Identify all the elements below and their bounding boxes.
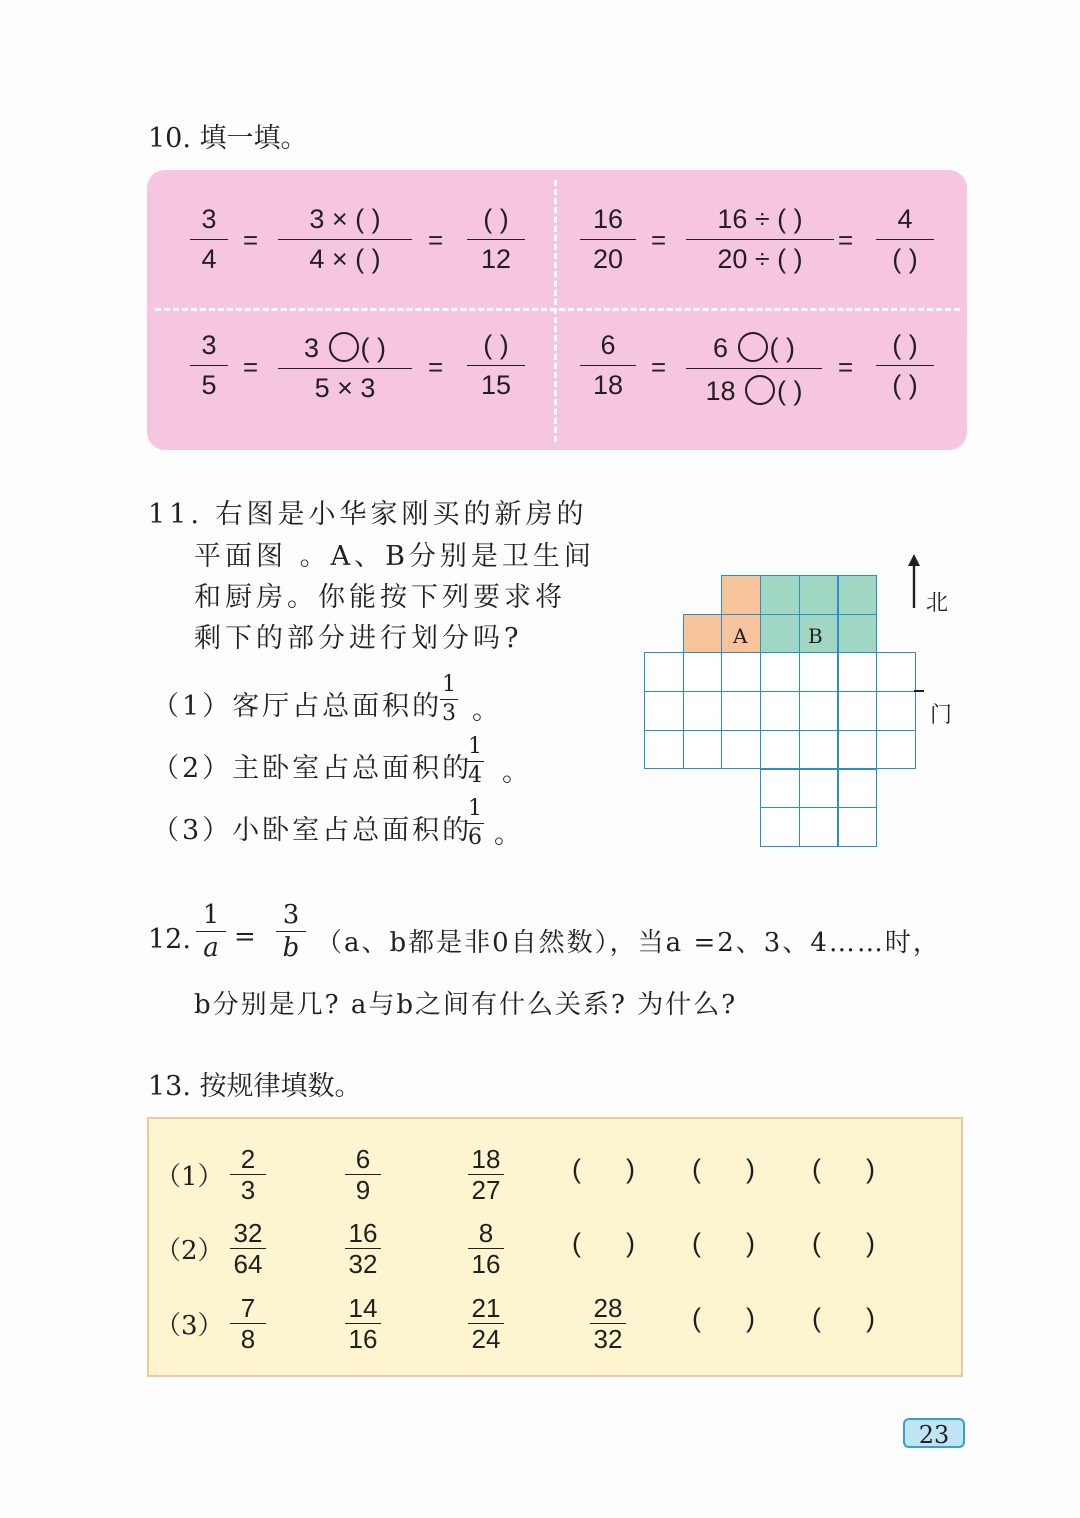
room-b-label: B bbox=[808, 624, 823, 648]
q11-item-2: （2）主卧室占总面积的 bbox=[152, 753, 473, 784]
fraction-answer-blank[interactable]: ( ) ( ) bbox=[876, 332, 934, 399]
q11-item-3: （3）小卧室占总面积的 bbox=[152, 815, 473, 846]
north-arrow-icon bbox=[906, 554, 922, 610]
plan-cell bbox=[760, 807, 800, 847]
equals-sign: = bbox=[428, 225, 444, 255]
fraction-answer-blank[interactable]: ( ) 12 bbox=[467, 206, 525, 273]
plan-cell bbox=[799, 807, 839, 847]
plan-cell bbox=[838, 691, 878, 731]
plan-cell bbox=[799, 769, 839, 809]
plan-cell bbox=[760, 769, 800, 809]
fraction: 16 20 bbox=[580, 206, 636, 273]
q13-answer-blank[interactable]: ( ) bbox=[812, 1228, 875, 1258]
plan-cell bbox=[683, 730, 723, 770]
plan-cell bbox=[799, 652, 839, 692]
plan-cell-bathroom bbox=[683, 614, 723, 654]
q13-answer-blank[interactable]: ( ) bbox=[572, 1154, 635, 1184]
plan-cell bbox=[721, 691, 761, 731]
plan-cell bbox=[683, 691, 723, 731]
plan-cell bbox=[799, 691, 839, 731]
q13-row-label: （3） bbox=[155, 1311, 224, 1341]
plan-cell-kitchen bbox=[799, 575, 839, 615]
operator-circle-blank[interactable] bbox=[329, 332, 359, 362]
plan-cell bbox=[721, 730, 761, 770]
plan-cell-kitchen bbox=[838, 614, 878, 654]
period: 。 bbox=[494, 819, 525, 850]
q12-text-line-1: （a、b都是非0自然数），当a =2、3、4……时， bbox=[316, 928, 941, 958]
fraction: 3 5 bbox=[190, 332, 228, 399]
q13-fraction: 7 8 bbox=[230, 1295, 266, 1352]
equals-sign: = bbox=[651, 225, 667, 255]
q11-item-1: （1）客厅占总面积的 bbox=[152, 691, 443, 722]
plan-cell bbox=[838, 652, 878, 692]
fraction: 1 6 bbox=[468, 796, 482, 850]
equals-sign: = bbox=[243, 225, 259, 255]
equals-sign: = bbox=[428, 352, 444, 382]
q12-text-line-2: b分别是几? a与b之间有什么关系? 为什么? bbox=[194, 990, 738, 1020]
fraction-answer-blank[interactable]: ( ) 15 bbox=[467, 332, 525, 399]
q13-fraction: 6 9 bbox=[345, 1146, 381, 1203]
fraction-3-over-b: 3 b bbox=[276, 902, 306, 961]
equals-sign: = bbox=[838, 352, 854, 382]
operator-circle-blank[interactable] bbox=[738, 332, 768, 362]
plan-cell bbox=[876, 691, 916, 731]
q13-fraction: 21 24 bbox=[468, 1295, 504, 1352]
equals-sign: = bbox=[234, 922, 256, 952]
q10-divider-vertical bbox=[554, 180, 557, 442]
plan-cell bbox=[644, 730, 684, 770]
fraction: 6 18 bbox=[580, 332, 636, 399]
q13-answer-blank[interactable]: ( ) bbox=[692, 1303, 755, 1333]
page-number-badge: 23 bbox=[903, 1418, 965, 1448]
equals-sign: = bbox=[838, 225, 854, 255]
plan-cell-bathroom bbox=[721, 575, 761, 615]
q13-title: 13. 按规律填数。 bbox=[148, 1071, 362, 1102]
door-marker bbox=[914, 690, 924, 692]
equals-sign: = bbox=[651, 352, 667, 382]
q13-fraction: 28 32 bbox=[590, 1295, 626, 1352]
plan-cell bbox=[838, 730, 878, 770]
plan-cell bbox=[760, 730, 800, 770]
fraction: 1 4 bbox=[468, 734, 482, 788]
equals-sign: = bbox=[243, 352, 259, 382]
q12-number: 12. bbox=[148, 924, 191, 955]
plan-cell bbox=[721, 652, 761, 692]
q13-fraction: 14 16 bbox=[345, 1295, 381, 1352]
q13-answer-blank[interactable]: ( ) bbox=[812, 1154, 875, 1184]
q13-answer-blank[interactable]: ( ) bbox=[572, 1228, 635, 1258]
plan-cell bbox=[876, 652, 916, 692]
q11-line-4: 剩下的部分进行划分吗? bbox=[194, 623, 523, 654]
q13-fraction: 32 64 bbox=[230, 1220, 266, 1277]
q13-fraction: 8 16 bbox=[468, 1220, 504, 1277]
q13-fraction: 18 27 bbox=[468, 1146, 504, 1203]
q13-row-label: （1） bbox=[155, 1162, 224, 1192]
fraction: 3 ( ) 5 × 3 bbox=[278, 332, 412, 402]
q13-answer-blank[interactable]: ( ) bbox=[812, 1303, 875, 1333]
fraction: 1 3 bbox=[442, 672, 456, 726]
fraction: 3 4 bbox=[190, 206, 228, 273]
plan-cell bbox=[838, 769, 878, 809]
q13-answer-blank[interactable]: ( ) bbox=[692, 1228, 755, 1258]
q13-answer-blank[interactable]: ( ) bbox=[692, 1154, 755, 1184]
q13-fraction: 2 3 bbox=[230, 1146, 266, 1203]
q10-divider-horizontal bbox=[155, 308, 960, 311]
plan-cell bbox=[799, 730, 839, 770]
plan-cell-kitchen bbox=[760, 614, 800, 654]
fraction-1-over-a: 1 a bbox=[196, 902, 226, 961]
period: 。 bbox=[472, 695, 503, 726]
operator-circle-blank[interactable] bbox=[745, 375, 775, 405]
fraction: 3 × ( ) 4 × ( ) bbox=[278, 206, 412, 273]
plan-cell bbox=[760, 652, 800, 692]
plan-cell bbox=[838, 807, 878, 847]
plan-cell bbox=[760, 691, 800, 731]
fraction: 16 ÷ ( ) 20 ÷ ( ) bbox=[686, 206, 834, 273]
fraction: 6 ( ) 18 ( ) bbox=[686, 332, 822, 405]
q13-fraction: 16 32 bbox=[345, 1220, 381, 1277]
plan-cell-kitchen bbox=[838, 575, 878, 615]
period: 。 bbox=[502, 757, 533, 788]
plan-cell-kitchen bbox=[760, 575, 800, 615]
door-label: 门 bbox=[930, 703, 953, 728]
plan-cell bbox=[644, 691, 684, 731]
q10-title: 10. 填一填。 bbox=[148, 123, 308, 154]
plan-cell bbox=[644, 652, 684, 692]
q13-row-label: （2） bbox=[155, 1236, 224, 1266]
q11-line-3: 和厨房。你能按下列要求将 bbox=[194, 582, 566, 613]
q11-line-2: 平面图 。A、B分别是卫生间 bbox=[194, 541, 595, 572]
room-a-label: A bbox=[733, 624, 748, 648]
q11-line-1: 11. 右图是小华家刚买的新房的 bbox=[148, 499, 588, 530]
plan-cell bbox=[876, 730, 916, 770]
north-label: 北 bbox=[926, 591, 949, 616]
plan-cell bbox=[683, 652, 723, 692]
fraction-answer-blank[interactable]: 4 ( ) bbox=[876, 206, 934, 273]
